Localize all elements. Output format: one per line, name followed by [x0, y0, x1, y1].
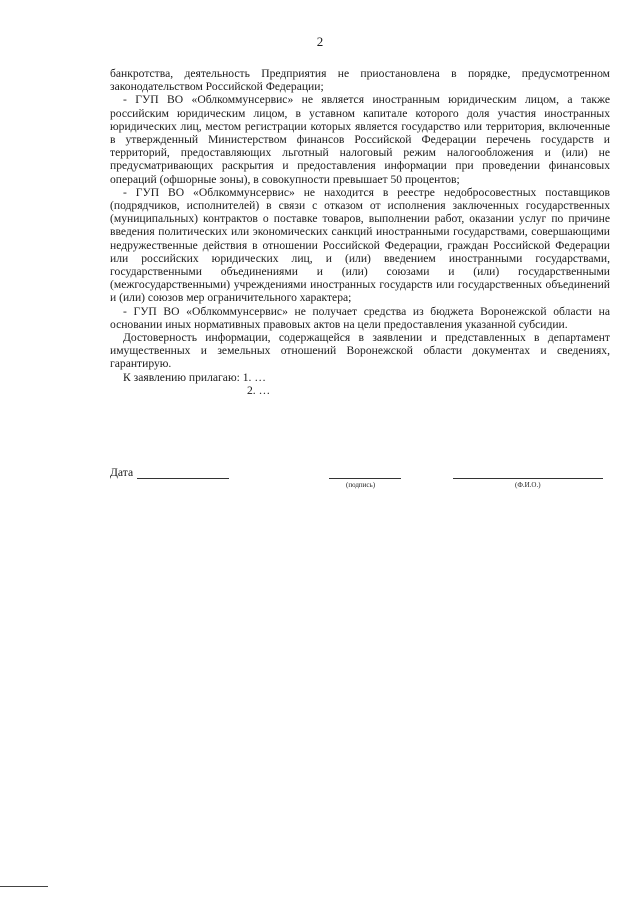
full-name-caption: (Ф.И.О.) [515, 481, 541, 489]
attachments-line-2: 2. … [247, 383, 271, 397]
date-label: Дата [110, 466, 134, 479]
signature-field-line [329, 478, 401, 479]
paragraph-guarantee: Достоверность информации, содержащейся в заявлении и представленных в департамент имущественных и земельных отношений Воронежской области документах и сведениях, гарантирую. [110, 331, 610, 371]
paragraph-budget-funds: - ГУП ВО «Облкоммунсервис» не получает средства из бюджета Воронежской области на основании иных нормативных правовых актов на цели предоставления указанной субсидии. [110, 304, 610, 331]
full-name-field-line [453, 478, 603, 479]
date-field-line [137, 478, 229, 479]
document-body [110, 67, 610, 397]
paragraph-bankruptcy: банкротства, деятельность Предприятия не приостановлена в порядке, предусмотренном законодательством Российской Федерации; [110, 67, 610, 94]
paragraph-registry: - ГУП ВО «Облкоммунсервис» не находится в реестре недобросовестных поставщиков (подрядчиков, исполнителей) в связи с отказом от исполнения заключенных государственных (муниципальных) контрактов о поставке товаров, выполнении работ, оказании услуг по причине введения политических или экономических санкций иностранными государствами, совершающими недружественные действия в отношении Российской Федерации, граждан Российской Федерации или российских юридических лиц, и (или) введением иностранными государствами, государственными объединениями и (или) союзами и (или) государственными (межгосударственными) учреждениями иностранных государств или государственных объединений и (или) союзов мер ограничительного характера; [110, 185, 610, 305]
footer-rule [0, 886, 48, 887]
page-number: 2 [316, 34, 324, 49]
paragraph-foreign-entity: - ГУП ВО «Облкоммунсервис» не является иностранным юридическим лицом, а также российским юридическим лицом, в уставном капитале которого доля участия иностранных юридических лиц, местом регистрации которых является государство или территория, включенные в утвержденный Министерством финансов Российской Федерации перечень государств и территорий, предоставляющих льготный налоговый режим налогообложения и (или) не предусматривающих раскрытия и предоставления информации при проведении финансовых операций (офшорные зоны), в совокупности превышает 50 процентов; [110, 93, 610, 186]
attachments-line-1: К заявлению прилагаю: 1. … [123, 370, 266, 384]
signature-caption: (подпись) [346, 481, 376, 489]
signature-block [110, 466, 610, 496]
